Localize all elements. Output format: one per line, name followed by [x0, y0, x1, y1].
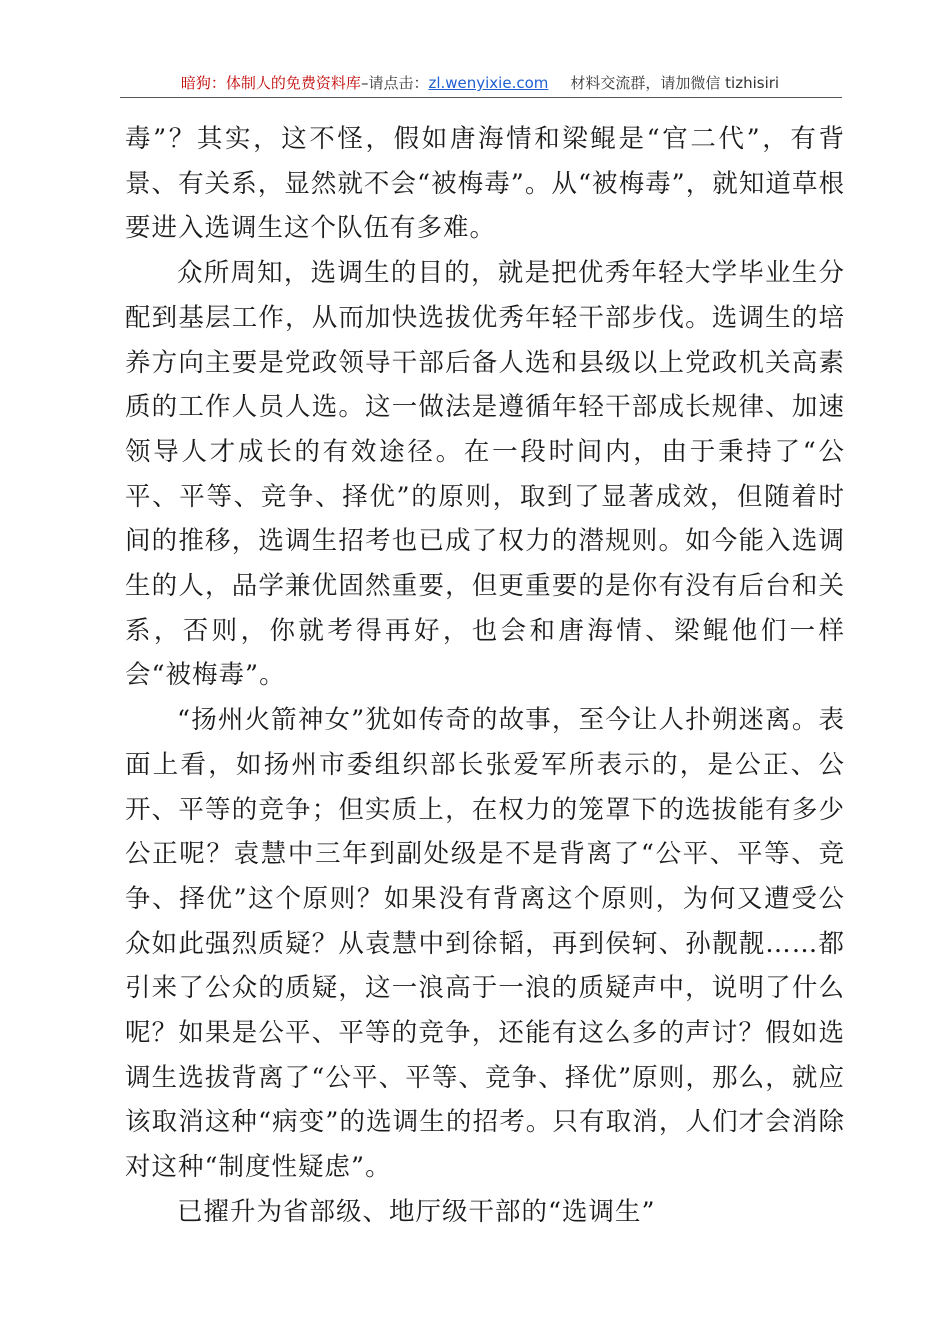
paragraph-selection-purpose: 众所周知，选调生的目的，就是把优秀年轻大学毕业生分配到基层工作，从而加快选拔优秀年轻干部步伐。选调生的培养方向主要是党政领导干部后备人选和县级以上党政机关高素质的工作人员人选。这一做法是遵循年轻干部成长规律、加速领导人才成长的有效途径。在一段时间内，由于秉持了“公平、平等、竞争、择优”的原则，取到了显著成效，但随着时间的推移，选调生招考也已成了权力的潜规则。如今能入选调生的人，品学兼优固然重要，但更重要的是你有没有后台和关系，否则，你就考得再好，也会和唐海情、梁鲲他们一样会“被梅毒”。 — [125, 258, 845, 691]
header-divider — [120, 97, 842, 98]
click-label: –请点击： — [360, 74, 429, 92]
wechat-group-note: 材料交流群，请加微信 tizhisiri — [570, 74, 780, 92]
paragraph-yangzhou-case: “扬州火箭神女”犹如传奇的故事，至今让人扑朔迷离。表面上看，如扬州市委组织部长张爱军所表示的，是公正、公开、平等的竞争；但实质上，在权力的笼罩下的选拔能有多少公正呢？袁慧中三年到副处级是不是背离了“公平、平等、竞争、择优”这个原则？如果没有背离这个原则，为何又遭受公众如此强烈质疑？从袁慧中到徐韬，再到侯轲、孙靓靓……都引来了公众的质疑，这一浪高于一浪的质疑声中，说明了什么呢？如果是公平、平等的竞争，还能有这么多的声讨？假如选调生选拔背离了“公平、平等、竞争、择优”原则，那么，就应该取消这种“病变”的选调生的招考。只有取消，人们才会消除对这种“制度性疑虑”。 — [125, 705, 845, 1183]
paragraph-continued: 毒”？其实，这不怪，假如唐海情和梁鲲是“官二代”，有背景、有关系，显然就不会“被梅毒”。从“被梅毒”，就知道草根要进入选调生这个队伍有多难。 — [125, 124, 845, 244]
site-link[interactable]: zl.wenyixie.com — [428, 74, 549, 92]
article-body — [125, 117, 845, 1235]
site-name: 暗狗：体制人的免费资料库 — [180, 74, 361, 92]
page-header — [120, 70, 840, 96]
section-heading-promoted-cadres: 已擢升为省部级、地厅级干部的“选调生” — [177, 1196, 656, 1227]
